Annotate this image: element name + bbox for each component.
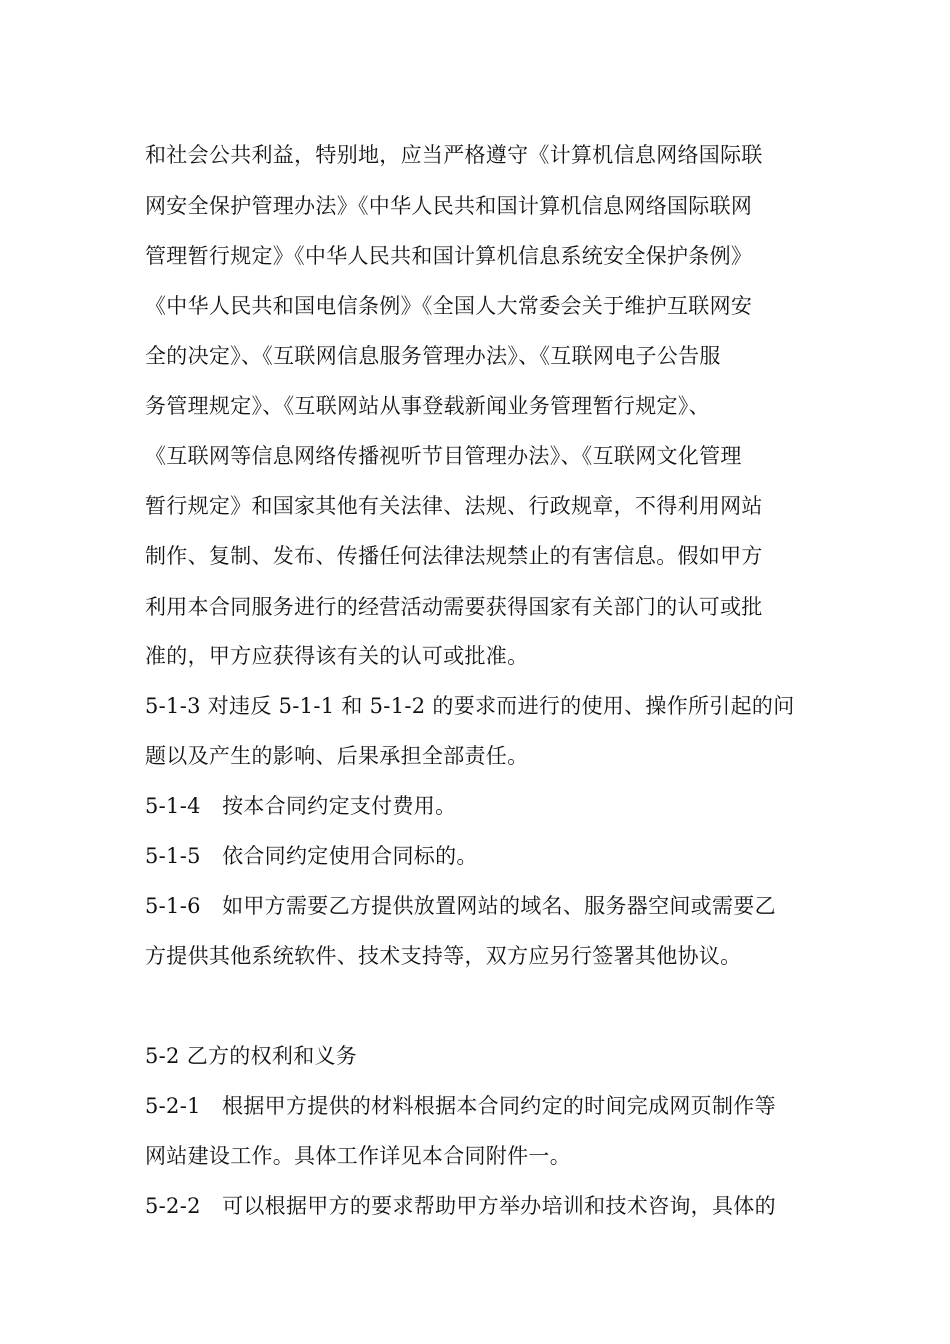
paragraph-line: 方提供其他系统软件、技术支持等，双方应另行签署其他协议。 [145,944,742,968]
paragraph-line: 网安全保护管理办法》《中华人民共和国计算机信息网络国际联网 [145,194,753,218]
clause-5-1-6: 5-1-6 如甲方需要乙方提供放置网站的域名、服务器空间或需要乙 [145,894,776,918]
paragraph-line: 和社会公共利益，特别地，应当严格遵守《计算机信息网络国际联 [145,143,763,167]
paragraph-line: 利用本合同服务进行的经营活动需要获得国家有关部门的认可或批 [145,595,763,619]
clause-5-2-2: 5-2-2 可以根据甲方的要求帮助甲方举办培训和技术咨询，具体的 [145,1194,776,1218]
clause-5-2-1: 5-2-1 根据甲方提供的材料根据本合同约定的时间完成网页制作等 [145,1094,776,1118]
section-heading-5-2: 5-2 乙方的权利和义务 [145,1044,358,1068]
paragraph-line: 全的决定》、《互联网信息服务管理办法》、《互联网电子公告服 [145,344,721,368]
paragraph-line: 务管理规定》、《互联网站从事登载新闻业务管理暂行规定》、 [145,394,710,418]
paragraph-line: 管理暂行规定》《中华人民共和国计算机信息系统安全保护条例》 [145,244,753,268]
paragraph-line: 网站建设工作。具体工作详见本合同附件一。 [145,1144,571,1168]
paragraph-line: 题以及产生的影响、后果承担全部责任。 [145,744,529,768]
clause-5-1-5: 5-1-5 依合同约定使用合同标的。 [145,844,478,868]
paragraph-line: 《互联网等信息网络传播视听节目管理办法》、《互联网文化管理 [145,444,742,468]
clause-5-1-4: 5-1-4 按本合同约定支付费用。 [145,794,457,818]
paragraph-line: 《中华人民共和国电信条例》《全国人大常委会关于维护互联网安 [145,294,753,318]
paragraph-line: 准的，甲方应获得该有关的认可或批准。 [145,644,529,668]
clause-5-1-3: 5-1-3 对违反 5-1-1 和 5-1-2 的要求而进行的使用、操作所引起的问 [145,694,795,718]
paragraph-line: 制作、复制、发布、传播任何法律法规禁止的有害信息。假如甲方 [145,544,763,568]
paragraph-line: 暂行规定》和国家其他有关法律、法规、行政规章，不得利用网站 [145,494,763,518]
